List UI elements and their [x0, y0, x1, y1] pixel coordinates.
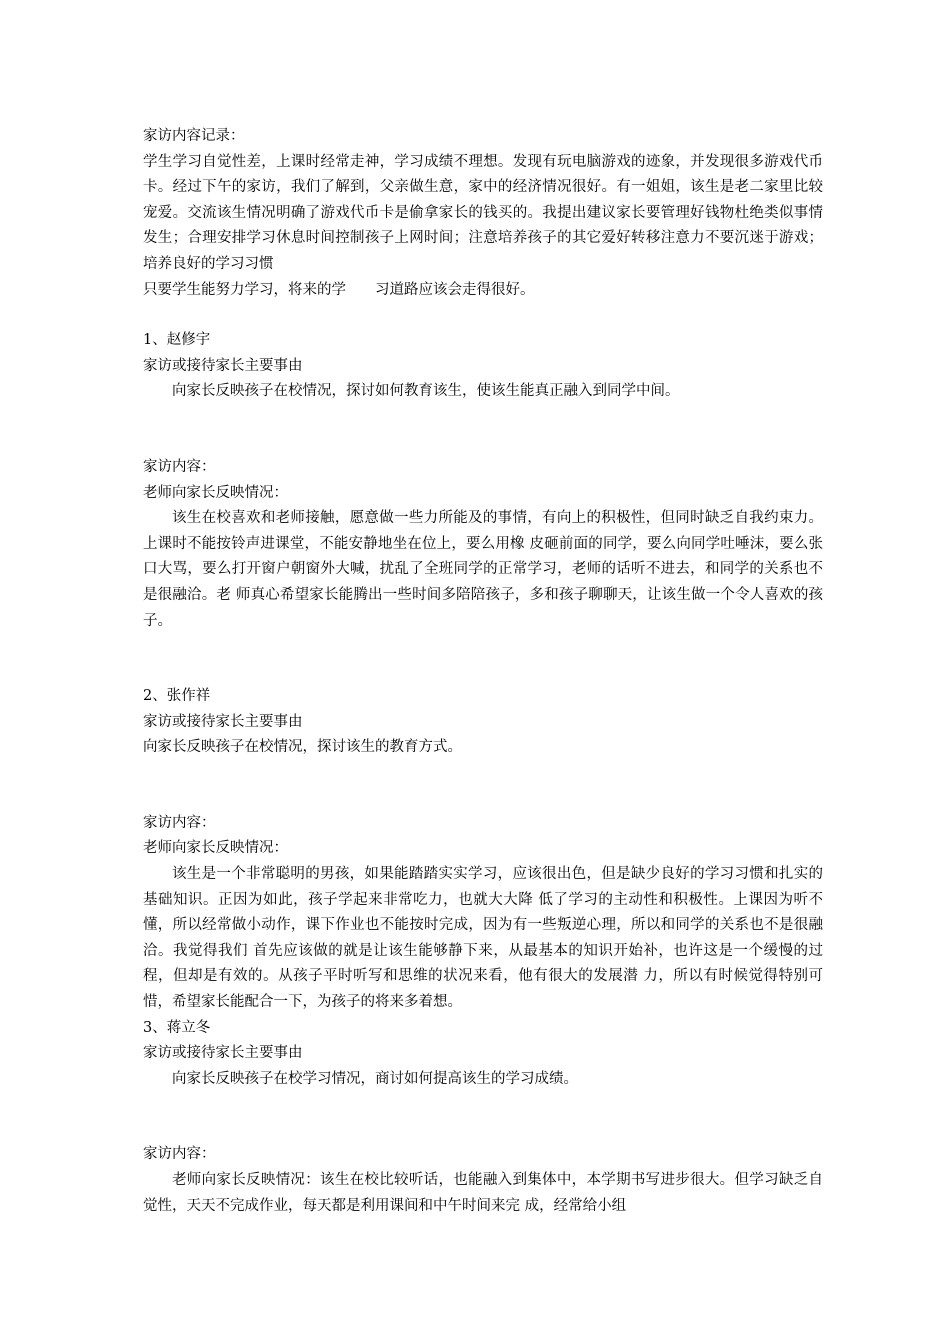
- student-2-report: 该生是一个非常聪明的男孩，如果能踏踏实实学习，应该很出色，但是缺少良好的学习习惯和扎实的基础知识。正因为如此，孩子学起来非常吃力，也就大大降 低了学习的主动性和积极性。上课因为听不懂，所以经常做小动作，课下作业也不能按时完成，因为有一些叛逆心理，所以和同学的关系也不是很融洽。我觉得我们 首先应该做的就是让该生能够静下来，从最基本的知识开始补，也许这是一个缓慢的过程，但却是有效的。从孩子平时听写和思维的状况来看，他有很大的发展潜 力，所以有时候觉得特别可惜，希望家长能配合一下，为孩子的将来多着想。: [143, 866, 823, 1011]
- student-2-name: 2、张作祥: [143, 688, 211, 705]
- student-2-content-label: 家访内容：: [143, 814, 216, 831]
- student-1-reason: 向家长反映孩子在校情况，探讨如何教育该生，使该生能真正融入到同学中间。: [172, 383, 680, 400]
- intro-paragraph: 学生学习自觉性差，上课时经常走神，学习成绩不理想。发现有玩电脑游戏的迹象，并发现很多游戏代币卡。经过下午的家访，我们了解到，父亲做生意，家中的经济情况很好。有一姐姐，该生是老二家里比较宠爱。交流该生情况明确了游戏代币卡是偷拿家长的钱买的。我提出建议家长要管理好钱物杜绝类似事情发生；合理安排学习休息时间控制孩子上网时间；注意培养孩子的其它爱好转移注意力不要沉迷于游戏；培养良好的学习习惯: [143, 153, 823, 272]
- student-3-report: 老师向家长反映情况：该生在校比较听话，也能融入到集体中，本学期书写进步很大。但学习缺乏自觉性，天天不完成作业，每天都是利用课间和中午时间来完 成，经常给小组: [143, 1172, 823, 1214]
- intro-last-line: 只要学生能努力学习，将来的学 习道路应该会走得很好。: [143, 281, 535, 298]
- student-2-reason-label: 家访或接待家长主要事由: [143, 713, 303, 730]
- student-2-report-label: 老师向家长反映情况：: [143, 840, 288, 857]
- student-1-reason-label: 家访或接待家长主要事由: [143, 357, 303, 374]
- student-1-content-label: 家访内容：: [143, 458, 216, 475]
- student-3-content-label: 家访内容：: [143, 1146, 216, 1163]
- intro-heading: 家访内容记录：: [143, 128, 245, 144]
- student-1-report: 该生在校喜欢和老师接触，愿意做一些力所能及的事情，有向上的积极性，但同时缺乏自我约束力。上课时不能按铃声进课堂，不能安静地坐在位上，要么用橡 皮砸前面的同学，要么向同学吐唾沫，要么张口大骂，要么打开窗户朝窗外大喊，扰乱了全班同学的正常学习，老师的话听不进去，和同学的关系也不是很融洽。老 师真心希望家长能腾出一些时间多陪陪孩子，多和孩子聊聊天，让该生做一个令人喜欢的孩子。: [143, 510, 823, 629]
- student-3-name: 3、蒋立冬: [143, 1019, 211, 1036]
- student-3-reason: 向家长反映孩子在校学习情况，商讨如何提高该生的学习成绩。: [172, 1070, 578, 1087]
- student-1-report-label: 老师向家长反映情况：: [143, 484, 288, 501]
- student-1-name: 1、赵修宇: [143, 332, 211, 349]
- student-2-reason: 向家长反映孩子在校情况，探讨该生的教育方式。: [143, 739, 462, 756]
- student-3-reason-label: 家访或接待家长主要事由: [143, 1045, 303, 1062]
- document-page: [143, 124, 823, 1219]
